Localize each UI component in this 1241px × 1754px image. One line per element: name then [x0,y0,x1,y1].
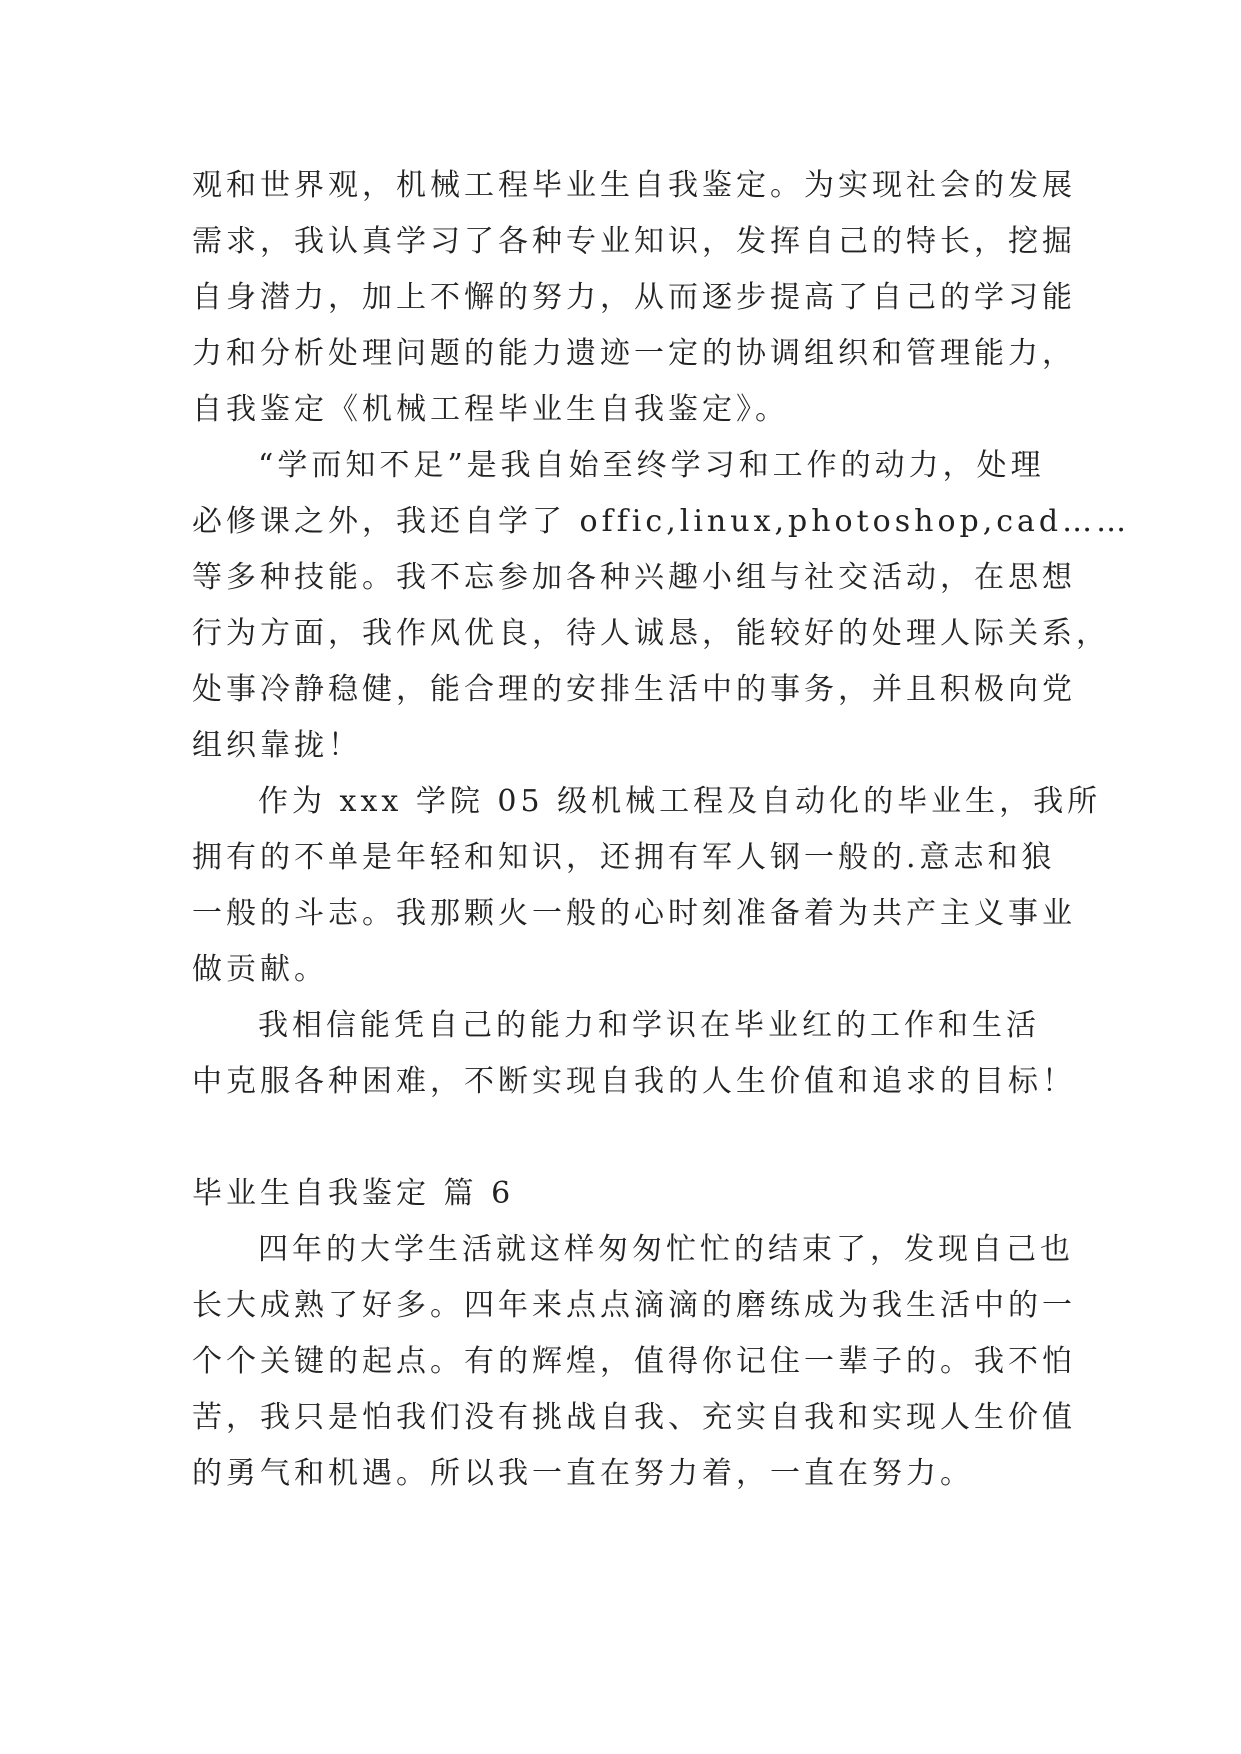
text-line: 作为 xxx 学院 05 级机械工程及自动化的毕业生，我所 [258,784,1102,819]
paragraph [192,998,1076,1110]
text-line: 观和世界观，机械工程毕业生自我鉴定。为实现社会的发展 [192,168,1076,203]
text-line: 力和分析处理问题的能力遗迹一定的协调组织和管理能力， [192,336,1076,371]
text-line: 等多种技能。我不忘参加各种兴趣小组与社交活动，在思想 [192,560,1076,595]
text-line: 拥有的不单是年轻和知识，还拥有军人钢一般的.意志和狼 [192,840,1056,875]
text-line: 做贡献。 [192,952,328,987]
text-line: 中克服各种困难，不断实现自我的人生价值和追求的目标！ [192,1064,1076,1099]
text-line: 的勇气和机遇。所以我一直在努力着，一直在努力。 [192,1456,974,1491]
paragraph [192,438,1131,774]
text-line: 组织靠拢！ [192,728,362,763]
text-line: 长大成熟了好多。四年来点点滴滴的磨练成为我生活中的一 [192,1288,1076,1323]
text-line: 需求，我认真学习了各种专业知识，发挥自己的特长，挖掘 [192,224,1076,259]
text-line: 处事冷静稳健，能合理的安排生活中的事务，并且积极向党 [192,672,1076,707]
text-line: 四年的大学生活就这样匆匆忙忙的结束了，发现自己也 [258,1232,1074,1267]
text-line: 行为方面，我作风优良，待人诚恳，能较好的处理人际关系， [192,616,1110,651]
section-heading: 毕业生自我鉴定 篇 6 [192,1176,515,1211]
text-line: 一般的斗志。我那颗火一般的心时刻准备着为共产主义事业 [192,896,1076,931]
text-line: 我相信能凭自己的能力和学识在毕业红的工作和生活 [258,1008,1040,1043]
paragraph [192,158,1076,438]
paragraph [192,774,1102,998]
text-line: 苦，我只是怕我们没有挑战自我、充实自我和实现人生价值 [192,1400,1076,1435]
document-body [192,158,1131,1502]
section-heading-block [192,1166,1062,1222]
text-line: 自我鉴定《机械工程毕业生自我鉴定》。 [192,392,789,427]
text-line: 个个关键的起点。有的辉煌，值得你记住一辈子的。我不怕 [192,1344,1076,1379]
text-line: 必修课之外，我还自学了 offic,linux,photoshop,cad…… [192,504,1131,539]
paragraph [192,1222,1076,1502]
text-line: 自身潜力，加上不懈的努力，从而逐步提高了自己的学习能 [192,280,1076,315]
text-line: “学而知不足”是我自始至终学习和工作的动力，处理 [258,448,1045,483]
